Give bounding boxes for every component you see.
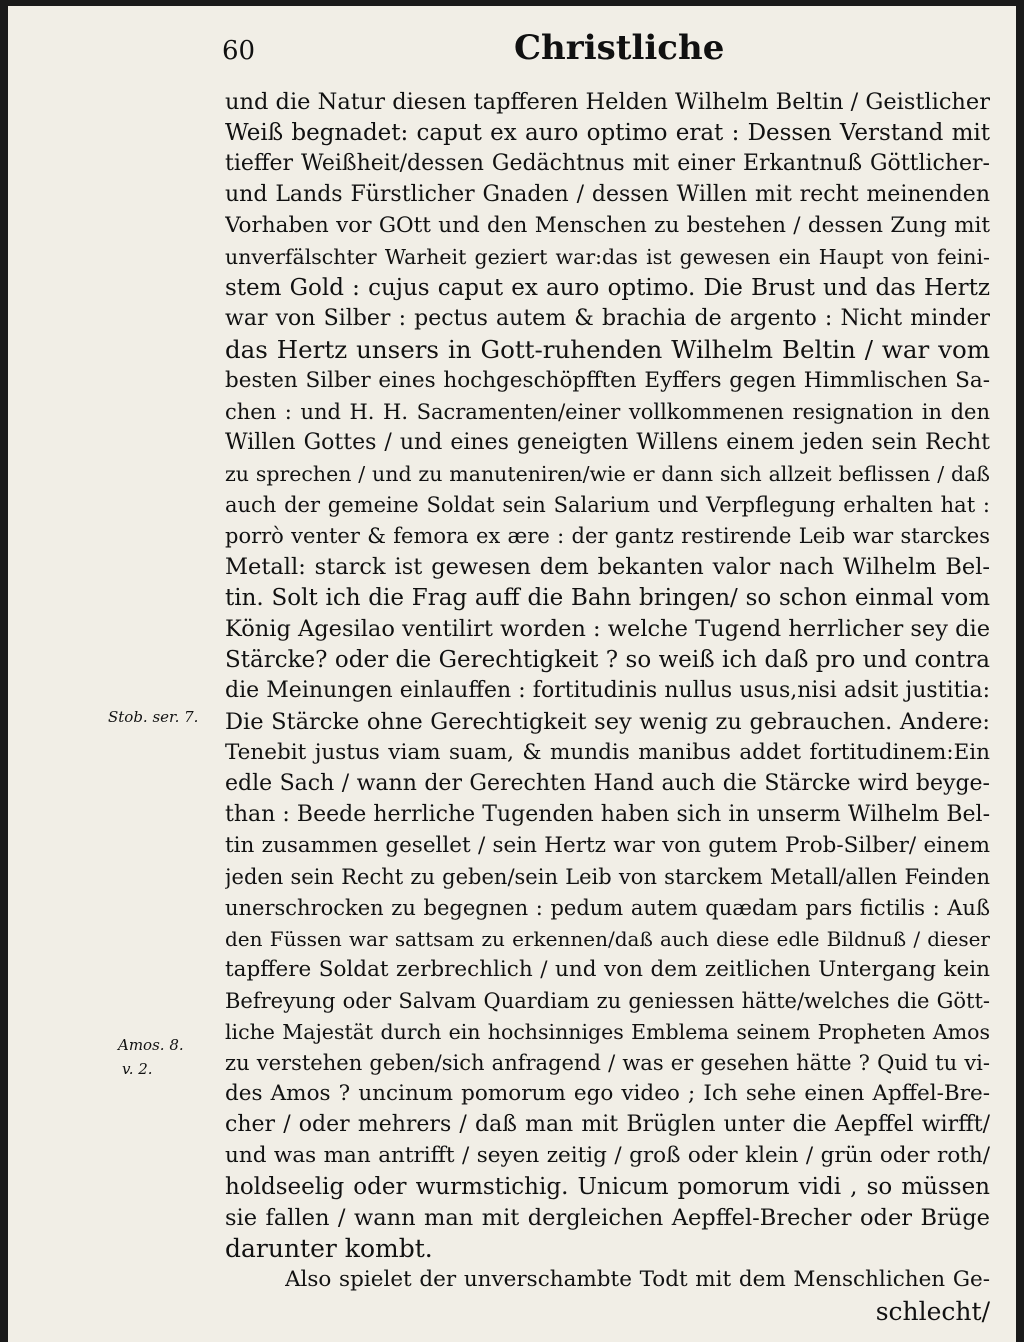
text-line: tin zusammen gesellet / sein Hertz war von gutem Prob-Silber/ einem	[225, 833, 990, 858]
scan-border-right	[1016, 0, 1024, 1342]
text-line: tapffere Soldat zerbrechlich / und von dem zeitlichen Untergang kein	[225, 957, 990, 982]
text-line: die Meinungen einlauffen : fortitudinis nullus usus,nisi adsit justitia:	[225, 678, 990, 703]
text-line: und Lands Fürstlicher Gnaden / dessen Willen mit recht meinenden	[225, 182, 990, 207]
text-line: auch der gemeine Soldat sein Salarium und Verpflegung erhalten hat :	[225, 493, 990, 517]
running-head: Christliche	[514, 28, 725, 68]
text-line: das Hertz unsers in Gott-ruhenden Wilhelm Beltin / war vom	[225, 335, 990, 364]
text-line: porrò venter & femora ex ære : der gantz restirende Leib war starckes	[225, 524, 990, 548]
text-line: liche Majestät durch ein hochsinniges Emblema seinem Propheten Amos	[225, 1020, 990, 1044]
text-line: den Füssen war sattsam zu erkennen/daß auch diese edle Bildnuß / dieser	[225, 927, 990, 951]
text-line: König Agesilao ventilirt worden : welche Tugend herrlicher sey die	[225, 616, 990, 642]
margin-note-stobaeus: Stob. ser. 7.	[108, 708, 199, 726]
text-line: darunter kombt.	[225, 1234, 433, 1263]
text-line: chen : und H. H. Sacramenten/einer vollkommenen resignation in den	[225, 400, 990, 424]
text-line: und die Natur diesen tapfferen Helden Wilhelm Beltin / Geistlicher	[225, 89, 990, 115]
text-line: unerschrocken zu begegnen : pedum autem quædam pars fictilis : Auß	[225, 896, 990, 920]
margin-note-verse: v. 2.	[122, 1060, 153, 1078]
text-line: Befreyung oder Salvam Quardiam zu geniessen hätte/welches die Gött-	[225, 989, 990, 1013]
text-line: und was man antrifft / seyen zeitig / groß oder klein / grün oder roth/	[225, 1143, 990, 1168]
text-line: jeden sein Recht zu geben/sein Leib von starckem Metall/allen Feinden	[225, 865, 990, 889]
text-line: zu sprechen / und zu manuteniren/wie er dann sich allzeit beflissen / daß	[225, 462, 990, 486]
text-line: des Amos ? uncinum pomorum ego video ; Ich sehe einen Apffel-Bre-	[225, 1081, 990, 1106]
text-line: edle Sach / wann der Gerechten Hand auch die Stärcke wird beyge-	[225, 771, 990, 796]
text-line: than : Beede herrliche Tugenden haben sich in unserm Wilhelm Bel-	[225, 802, 990, 827]
text-line: Weiß begnadet: caput ex auro optimo erat : Dessen Verstand mit	[225, 120, 990, 146]
text-line: Tenebit justus viam suam, & mundis manibus addet fortitudinem:Ein	[225, 740, 990, 765]
text-line: sie fallen / wann man mit dergleichen Aepffel-Brecher oder Brüge	[225, 1205, 990, 1231]
scan-border-top	[0, 0, 1024, 6]
text-line: Vorhaben vor GOtt und den Menschen zu bestehen / dessen Zung mit	[225, 213, 990, 238]
text-line: Die Stärcke ohne Gerechtigkeit sey wenig zu gebrauchen. Andere:	[225, 709, 990, 735]
text-line: besten Silber eines hochgeschöpfften Eyffers gegen Himmlischen Sa-	[225, 368, 990, 393]
text-line: tieffer Weißheit/dessen Gedächtnus mit einer Erkantnuß Göttlicher-	[225, 151, 990, 176]
text-line: Stärcke? oder die Gerechtigkeit ? so weiß ich daß pro und contra	[225, 647, 990, 673]
text-line: stem Gold : cujus caput ex auro optimo. Die Brust und das Hertz	[225, 275, 990, 301]
text-line: Also spielet der unverschambte Todt mit dem Menschlichen Ge-	[285, 1267, 990, 1292]
text-line: cher / oder mehrers / daß man mit Brüglen unter die Aepffel wirfft/	[225, 1112, 990, 1137]
margin-note-amos: Amos. 8.	[118, 1036, 184, 1054]
text-line: holdseelig oder wurmstichig. Unicum pomorum vidi , so müssen	[225, 1174, 990, 1200]
text-line: tin. Solt ich die Frag auff die Bahn bringen/ so schon einmal vom	[225, 585, 990, 611]
text-line: zu verstehen geben/sich anfragend / was er gesehen hätte ? Quid tu vi-	[225, 1051, 990, 1075]
page-number: 60	[222, 36, 256, 66]
text-line: Metall: starck ist gewesen dem bekanten valor nach Wilhelm Bel-	[225, 554, 990, 580]
text-line: unverfälschter Warheit geziert war:das ist gewesen ein Haupt von feini-	[225, 245, 990, 269]
text-line: war von Silber : pectus autem & brachia de argento : Nicht minder	[225, 306, 990, 331]
text-line: schlecht/	[875, 1297, 990, 1326]
text-line: Willen Gottes / und eines geneigten Willens einem jeden sein Recht	[225, 430, 990, 455]
scan-border-left	[0, 0, 8, 1342]
